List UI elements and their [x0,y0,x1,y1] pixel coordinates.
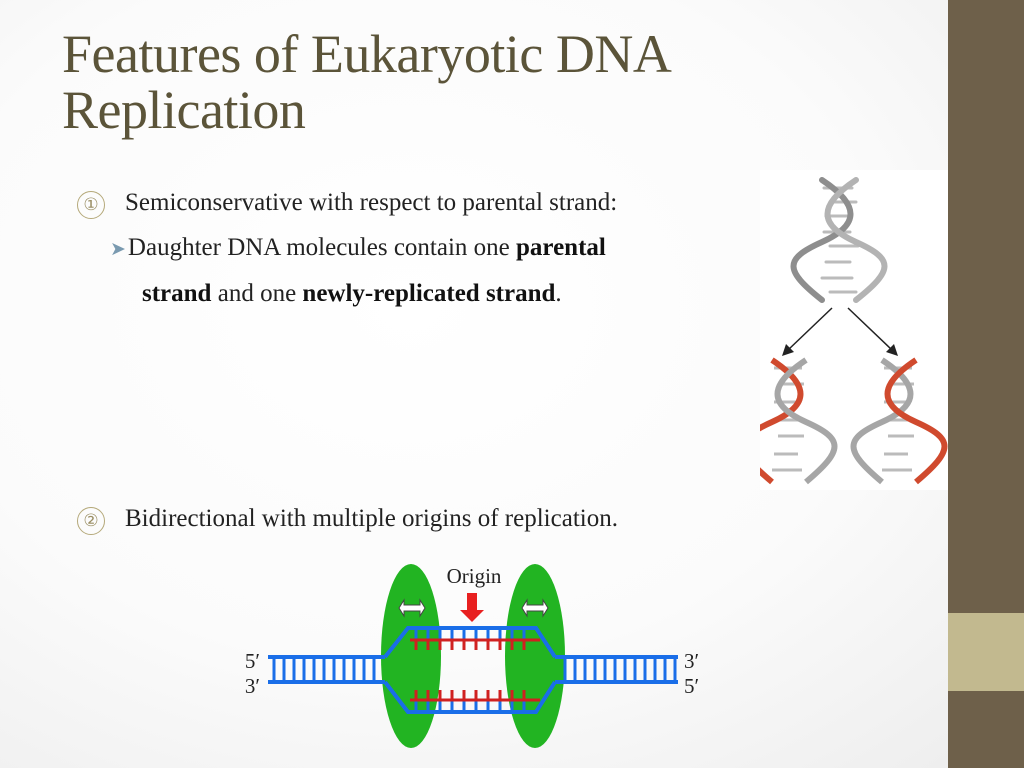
sub-text-end: . [555,280,562,307]
point-2-text: Bidirectional with multiple origins of replication. [125,505,618,532]
point-1-number: ① [77,191,105,219]
right-bottom-end-label: 5′ [684,674,700,698]
replication-bubble-diagram [230,560,730,760]
left-top-end-label: 5′ [244,649,260,673]
sub-text-bold-parental: parental [516,234,606,261]
origin-arrow-shaft [467,593,477,611]
arrow-bullet-icon: ➤ [110,239,126,260]
slide-title: Features of Eukaryotic DNA Replication [62,24,669,140]
right-top-end-label: 3′ [684,649,700,673]
sub-text-mid: and one [211,280,303,307]
sidebar-accent [948,613,1024,691]
sub-text-bold-new-strand: newly-replicated strand [302,280,556,307]
point-1-text: Semiconservative with respect to parental strand: [125,189,618,216]
semiconservative-dna-illustration [760,170,948,490]
sub-text-bold-strand: strand [142,280,212,307]
sub-text-start: Daughter DNA molecules contain one [127,234,517,261]
point-2-number: ② [77,507,105,535]
origin-arrow-icon [460,610,484,622]
left-replication-fork [381,564,441,748]
sub-point-line-1 [110,234,606,262]
left-bottom-end-label: 3′ [244,674,260,698]
sub-point-line-2 [142,280,562,308]
origin-label: Origin [446,564,502,588]
